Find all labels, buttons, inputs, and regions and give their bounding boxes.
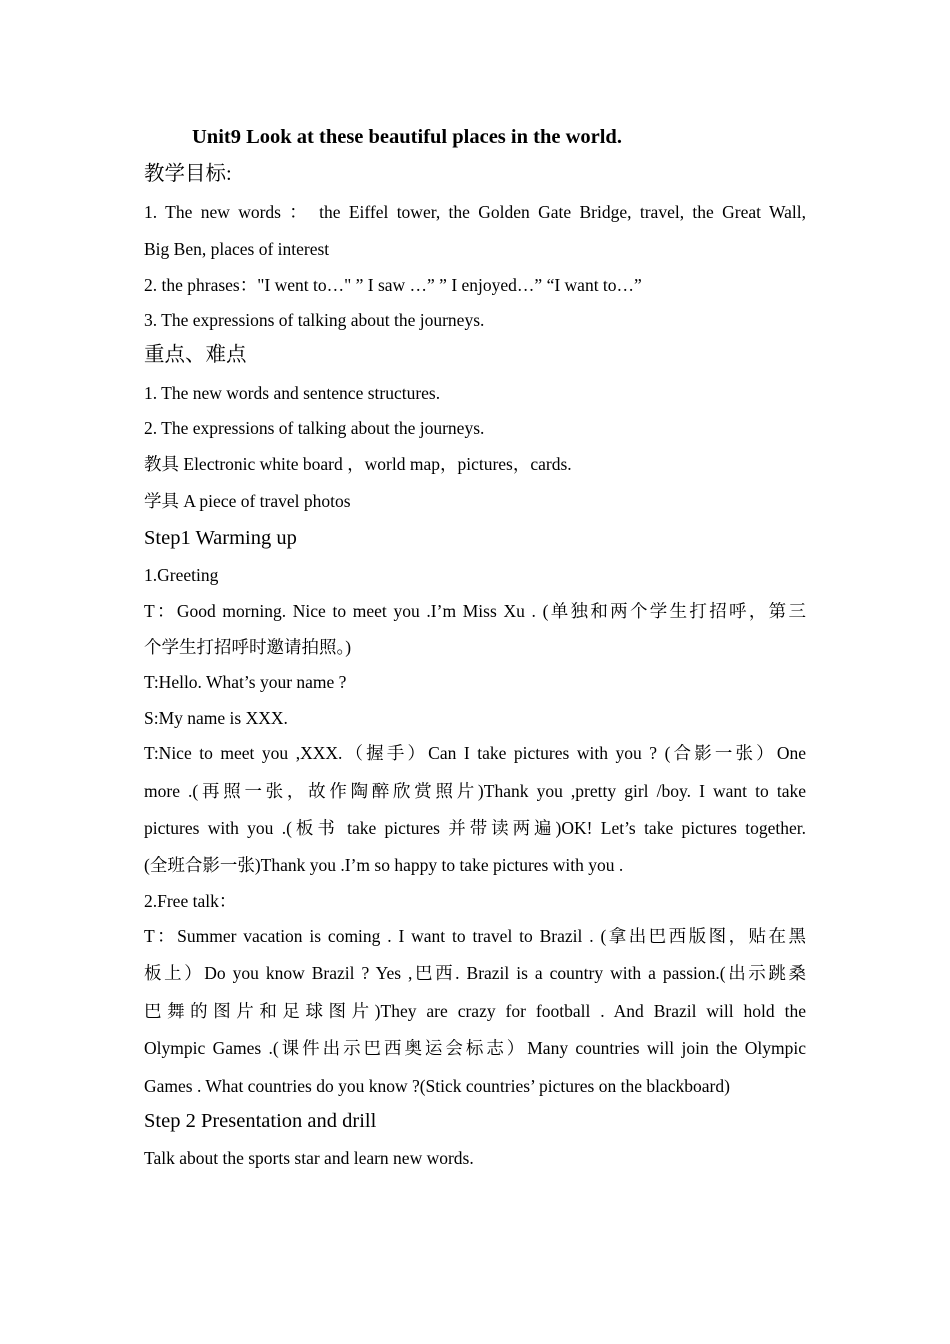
text-line: 2. The expressions of talking about the journeys.: [144, 418, 485, 438]
text-line: (全班合影一张)Thank you .I’m so happy to take pictures with you .: [144, 855, 624, 875]
text-line: 2. the phrases："I went to…" ” I saw …” ” I enjoyed…” “I want to…”: [144, 275, 642, 295]
text-line: 1.Greeting: [144, 565, 219, 585]
text-line: 2.Free talk：: [144, 891, 237, 911]
step2-heading: Step 2 Presentation and drill: [144, 1110, 377, 1132]
text-line: T：Summer vacation is coming . I want to travel to Brazil . (拿出巴西版图，贴在黑: [144, 926, 806, 946]
text-line: Games . What countries do you know ?(Stick countries’ pictures on the blackboard): [144, 1076, 730, 1096]
text-line: T:Nice to meet you ,XXX.（握手）Can I take pictures with you ? (合影一张）One: [144, 743, 806, 763]
step1-heading: Step1 Warming up: [144, 527, 297, 549]
teaching-aids-line: 教具 Electronic white board ，world map，pictures，cards.: [144, 454, 572, 474]
section-heading-key-points: 重点、难点: [144, 344, 247, 366]
section-heading-objectives: 教学目标:: [144, 163, 232, 185]
text-line: T:Hello. What’s your name ?: [144, 672, 347, 692]
text-line: pictures with you .(板书 take pictures 并带读两遍)OK! Let’s take pictures together.: [144, 818, 806, 838]
learning-aids-line: 学具 A piece of travel photos: [144, 491, 351, 511]
text-line: more .(再照一张，故作陶醉欣赏照片)Thank you ,pretty girl /boy. I want to take: [144, 781, 806, 801]
text-line: 个学生打招呼时邀请拍照。): [144, 637, 352, 657]
text-line: Olympic Games .(课件出示巴西奥运会标志）Many countries will join the Olympic: [144, 1038, 806, 1058]
document-title: Unit9 Look at these beautiful places in the world.: [192, 126, 622, 148]
text-line: Big Ben, places of interest: [144, 239, 330, 259]
text-line: S:My name is XXX.: [144, 708, 288, 728]
text-line: T：Good morning. Nice to meet you .I’m Miss Xu . (单独和两个学生打招呼，第三: [144, 601, 806, 621]
text-line: 板上）Do you know Brazil ? Yes ,巴西. Brazil is a country with a passion.(出示跳桑: [144, 963, 806, 983]
text-line: 1. The new words and sentence structures.: [144, 383, 441, 403]
text-line: Talk about the sports star and learn new words.: [144, 1148, 474, 1168]
text-line: 1. The new words ： the Eiffel tower, the Golden Gate Bridge, travel, the Great Wall,: [144, 202, 806, 222]
text-line: 巴舞的图片和足球图片)They are crazy for football . And Brazil will hold the: [144, 1001, 806, 1021]
text-line: 3. The expressions of talking about the journeys.: [144, 310, 485, 330]
